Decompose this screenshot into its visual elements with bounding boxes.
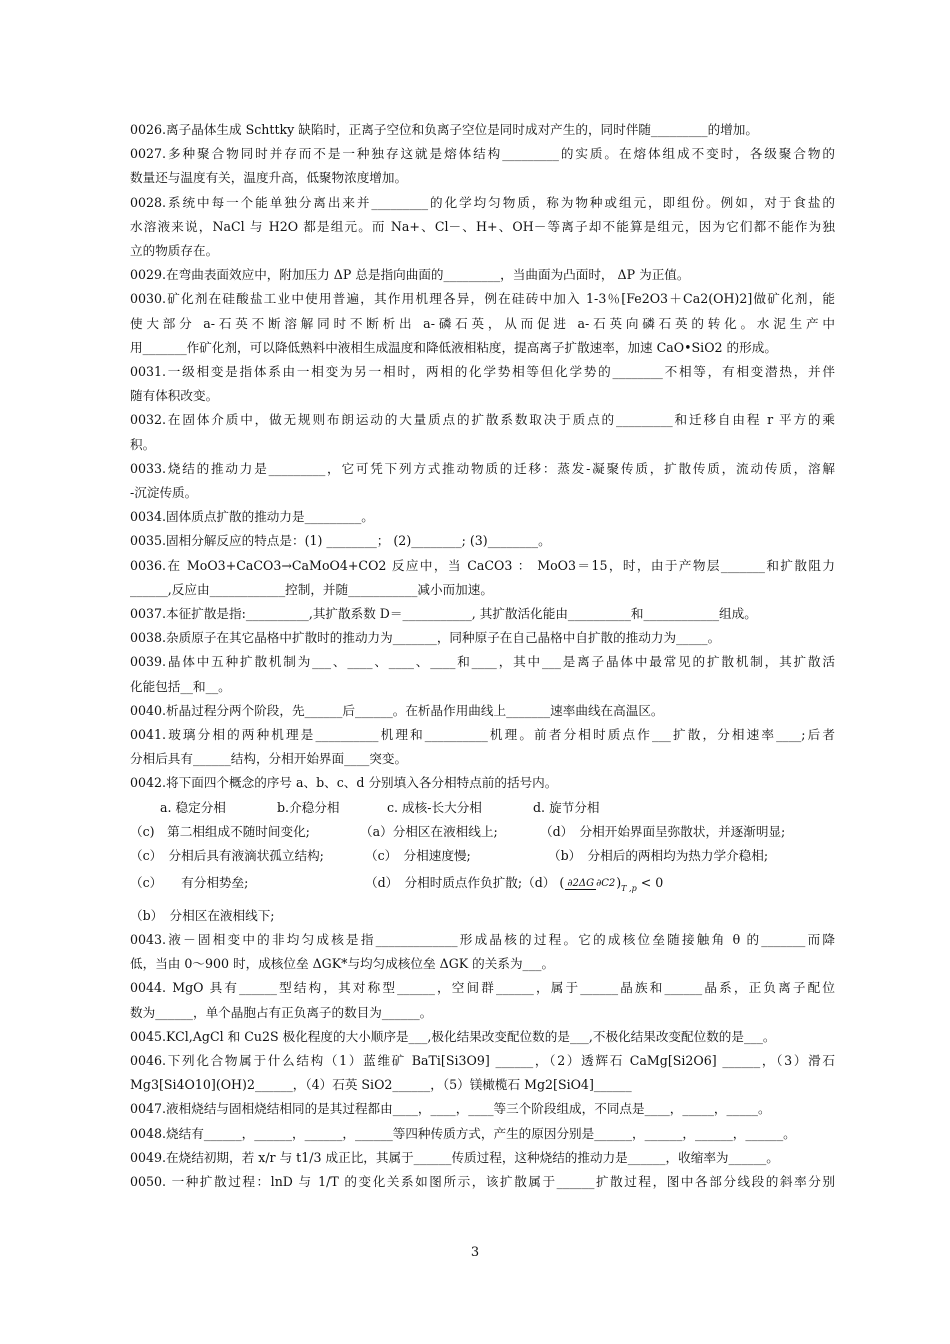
text-line: 0046.下列化合物属于什么结构（1）蓝维矿 BaTi[Si3O9] ______，（2）透辉石 CaMg[Si2O6] ______，（3）滑石 xyxy=(130,1053,835,1069)
pair-cell: （c） 有分相势垒; xyxy=(130,875,249,891)
text-line: 0034.固体质点扩散的推动力是_________。 xyxy=(130,509,374,525)
text-line: 化能包括__和__。 xyxy=(130,678,231,694)
option-a: a. 稳定分相 xyxy=(160,799,226,815)
pair-cell: （d） 分相时质点作负扩散;（d） xyxy=(365,875,556,891)
text-line: 0032.在固体介质中，做无规则布朗运动的大量质点的扩散系数取决于质点的_________和迁移自由程 r 平方的乘 xyxy=(130,412,835,428)
text-line: 0047.液相烧结与固相烧结相同的是其过程都由____，____，____等三个阶段组成，不同点是____，_____，_____。 xyxy=(130,1101,771,1117)
text-line: 0036.在 MoO3+CaCO3→CaMoO4+CO2 反应中，当 CaCO3 ： MoO3＝15，时，由于产物层_______和扩散阻力 xyxy=(130,557,835,573)
text-line: 0042.将下面四个概念的序号 a、b、c、d 分别填入各分相特点前的括号内。 xyxy=(130,775,558,791)
text-line: 0048.烧结有______，______，______，______等四种传质方式，产生的原因分别是______，______，______，______。 xyxy=(130,1125,796,1141)
text-line: 0040.析晶过程分两个阶段，先______后______。在析晶作用曲线上_______速率曲线在高温区。 xyxy=(130,702,664,718)
text-line: 0031.一级相变是指体系由一相变为另一相时，两相的化学势相等但化学势的________不相等，有相变潜热，并伴 xyxy=(130,364,835,380)
question-lines-1 xyxy=(130,118,835,796)
text-line: 0035.固相分解反应的特点是：(1) ________； (2)________; (3)________。 xyxy=(130,533,551,549)
pair-row-3 xyxy=(130,868,835,904)
text-line: 数量还与温度有关，温度升高，低聚物浓度增加。 xyxy=(130,170,408,186)
phase-separation-options xyxy=(130,796,835,820)
text-line: 0041.玻璃分相的两种机理是__________机理和__________机理。前者分相时质点作___扩散，分相速率____;后者 xyxy=(130,727,835,743)
pair-cell: （b） 分相后的两相均为热力学介稳相; xyxy=(548,848,769,864)
text-line: -沉淀传质。 xyxy=(130,485,198,501)
text-line: 积。 xyxy=(130,436,156,452)
pair-cell: （c） 分相后具有液滴状孤立结构; xyxy=(130,848,324,864)
text-line: 低，当由 0～900 时，成核位垒 ΔGK*与均匀成核位垒 ΔGK 的关系为___。 xyxy=(130,956,555,972)
fraction-numerator: ∂2ΔG xyxy=(567,877,595,889)
text-line: 随有体积改变。 xyxy=(130,388,219,404)
text-line: 使大部分 a-石英不断溶解同时不断析出 a-磷石英，从而促进 a-石英向磷石英的转化。水泥生产中 xyxy=(130,315,835,331)
text-line: 分相后具有______结构，分相开始界面____突变。 xyxy=(130,751,408,767)
text-line: 用_______作矿化剂，可以降低熟料中液相生成温度和降低液相粘度，提高离子扩散速率，加速 CaO•SiO2 的形成。 xyxy=(130,339,777,355)
pair-cell: （a）分相区在液相线上; xyxy=(360,823,498,839)
formula-relation: < 0 xyxy=(640,875,664,891)
text-line: 0044. MgO 具有______型结构，其对称型______，空间群______，属于______晶族和______晶系，正负离子配位 xyxy=(130,980,835,996)
text-line: 0028.系统中每一个能单独分离出来并_________的化学均匀物质，称为物种或组元，即组份。例如，对于食盐的 xyxy=(130,194,835,210)
pair-row-2 xyxy=(130,844,835,868)
pair-row-4 xyxy=(130,904,835,928)
fraction-denominator: ∂C2 xyxy=(596,877,616,889)
text-line: 0033.烧结的推动力是_________，它可凭下列方式推动物质的迁移：蒸发-凝聚传质，扩散传质，流动传质，溶解 xyxy=(130,460,835,476)
text-line: 0037.本征扩散是指:__________,其扩散系数 D＝___________, 其扩散活化能由__________和____________组成。 xyxy=(130,606,757,622)
fraction xyxy=(565,878,615,890)
text-line: 0043.液－固相变中的非均匀成核是指_____________形成晶核的过程。它的成核位垒随接触角 θ 的_______而降 xyxy=(130,932,835,948)
text-line: 0049.在烧结初期，若 x/r 与 t1/3 成正比，其属于______传质过程，这种烧结的推动力是______，收缩率为______。 xyxy=(130,1149,779,1165)
text-line: 立的物质存在。 xyxy=(130,243,219,259)
text-line: 水溶液来说，NaCl 与 H2O 都是组元。而 Na+、Cl－、H+、OH－等离子却不能算是组元，因为它们都不能作为独 xyxy=(130,218,835,234)
text-line: 0045.KCl,AgCl 和 Cu2S 极化程度的大小顺序是___,极化结果改变配位数的是___,不极化结果改变配位数的是___。 xyxy=(130,1028,776,1044)
text-line: 0038.杂质原子在其它晶格中扩散时的推动力为_______，同种原子在自己晶格中自扩散的推动力为_____。 xyxy=(130,630,721,646)
text-line: ______,反应由____________控制，并随___________减小而加速。 xyxy=(130,581,493,597)
option-d: d. 旋节分相 xyxy=(533,799,600,815)
text-line: 0030.矿化剂在硅酸盐工业中使用普遍，其作用机理各异，例在硅砖中加入 1-3％[Fe2O3＋Ca2(OH)2]做矿化剂，能 xyxy=(130,291,835,307)
option-b: b.介稳分相 xyxy=(277,799,340,815)
page-number: 3 xyxy=(470,1245,480,1260)
text-line: 0026.离子晶体生成 Schttky 缺陷时，正离子空位和负离子空位是同时成对产生的，同时伴随_________的增加。 xyxy=(130,122,758,137)
pair-cell: （c） 分相速度慢; xyxy=(365,848,471,864)
text-line: 0027.多种聚合物同时并存而不是一种独存这就是熔体结构_________的实质。在熔体组成不变时，各级聚合物的 xyxy=(130,146,835,162)
option-c: c. 成核-长大分相 xyxy=(387,799,482,815)
pair-cell: （b） 分相区在液相线下; xyxy=(130,907,275,923)
text-line: Mg3[Si4O10](OH)2______，（4）石英 SiO2______，（5）镁橄榄石 Mg2[SiO4]______ xyxy=(130,1077,632,1093)
question-lines-2 xyxy=(130,928,835,1194)
text-line: 0029.在弯曲表面效应中，附加压力 ΔP 总是指向曲面的_________，当曲面为凸面时， ΔP 为正值。 xyxy=(130,267,690,283)
text-line: 数为______，单个晶胞占有正负离子的数目为______。 xyxy=(130,1004,433,1020)
pair-row-1 xyxy=(130,820,835,844)
page-body xyxy=(130,118,835,1194)
formula: ( ∂2ΔG ∂C2)T ,p < 0 xyxy=(559,868,663,904)
pair-cell: （c) 第二相组成不随时间变化; xyxy=(130,823,310,839)
text-line: 0050. 一种扩散过程：lnD 与 1/T 的变化关系如图所示，该扩散属于______扩散过程，图中各部分线段的斜率分别 xyxy=(130,1174,835,1190)
text-line: 0039.晶体中五种扩散机制为___、____、____、____和____，其中___是离子晶体中最常见的扩散机制，其扩散活 xyxy=(130,654,835,670)
formula-subscript: T ,p xyxy=(621,883,637,893)
pair-cell: （d） 分相开始界面呈弥散状，并逐渐明显; xyxy=(540,823,786,839)
